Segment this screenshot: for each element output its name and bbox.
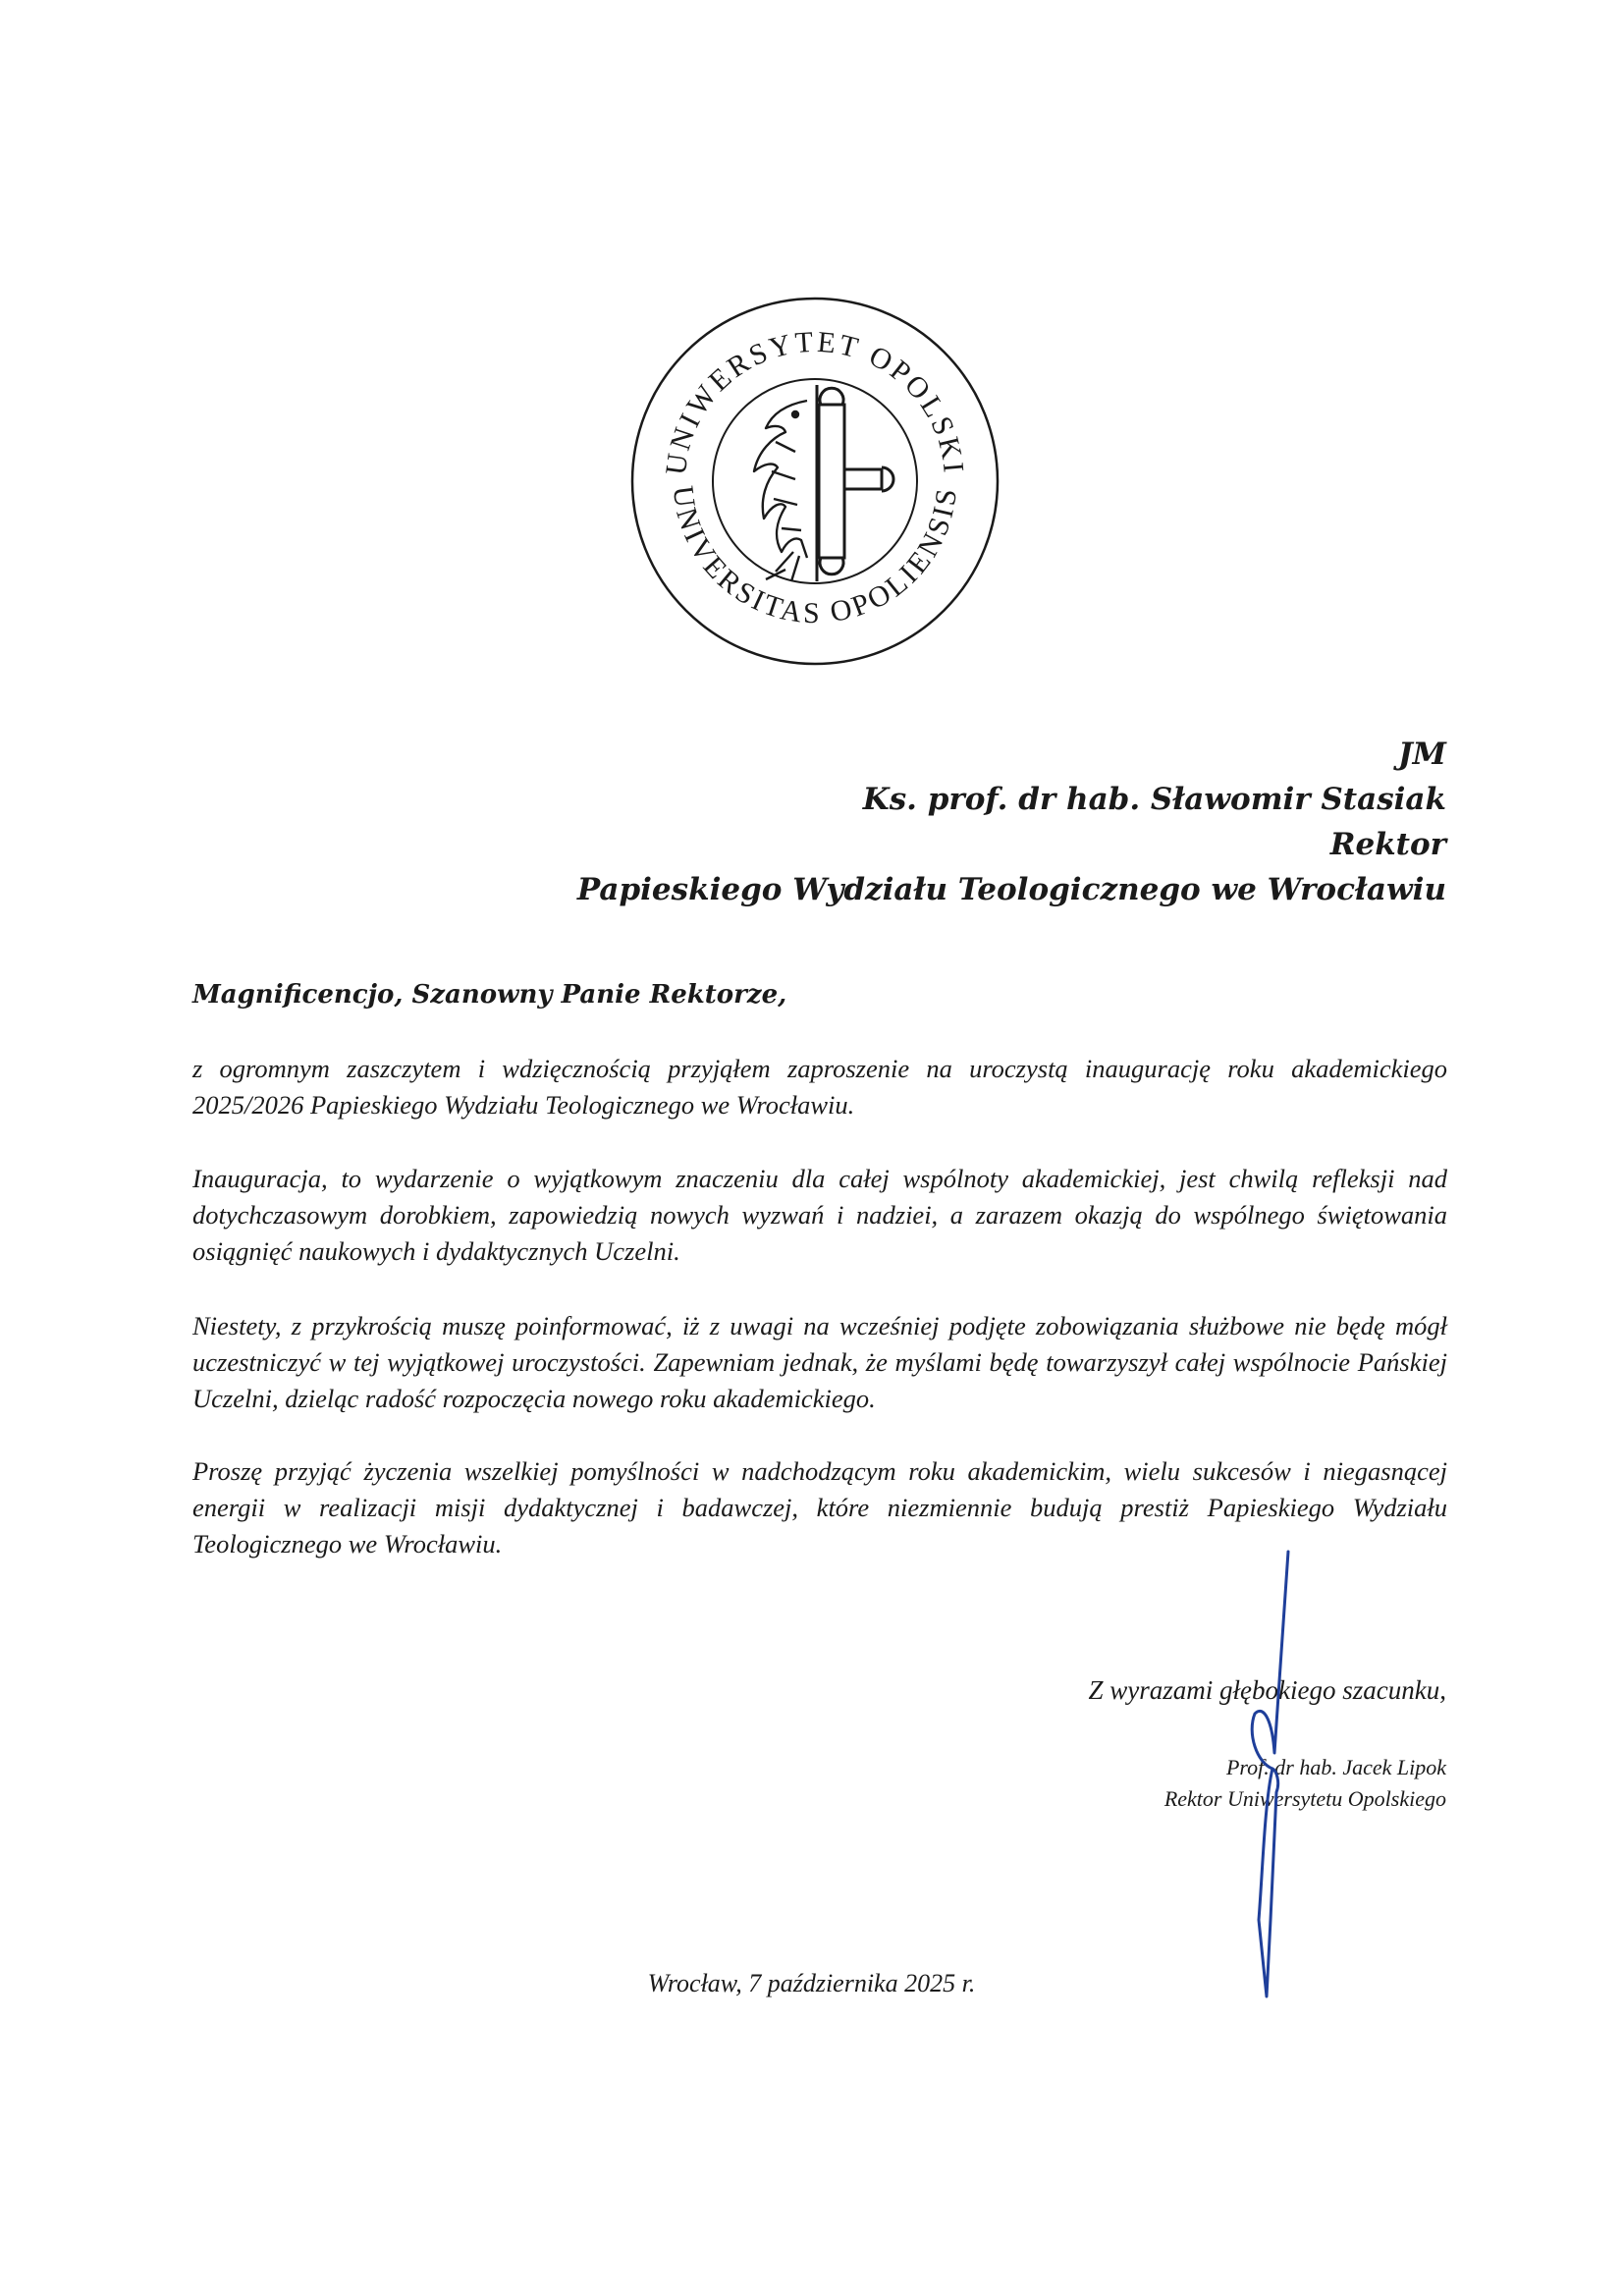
svg-text:UNIWERSYTET OPOLSKI: UNIWERSYTET OPOLSKI: [659, 325, 970, 477]
body-paragraph: z ogromnym zaszczytem i wdzięcznością przyjąłem zaproszenie na uroczystą inaugurację roku akademickiego 2025/2026 Papieskiego Wydziału Teologicznego we Wrocławiu.: [192, 1054, 1447, 1120]
addressee-block: [464, 732, 1446, 912]
addressee-name: Ks. prof. dr hab. Sławomir Stasiak: [862, 782, 1446, 817]
addressee-honorific: JM: [1398, 737, 1446, 772]
date-line: Wrocław, 7 października 2025 r.: [647, 1969, 976, 1997]
addressee-role: Rektor: [1329, 827, 1446, 862]
handwritten-signature: [1217, 1547, 1306, 2008]
body-paragraph: Proszę przyjąć życzenia wszelkiej pomyślności w nadchodzącym roku akademickim, wielu sukcesów i niegasnącej energii w realizacji misji dydaktycznej i badawczej, które niezmiennie budują prestiż Papieskiego Wydziału Teologicznego we Wrocławiu.: [192, 1456, 1447, 1558]
signatory-title: Rektor Uniwersytetu Opolskiego: [1163, 1786, 1446, 1811]
university-seal-logo: [628, 295, 1001, 668]
salutation: Magnificencjo, Szanowny Panie Rektorze,: [192, 980, 787, 1010]
addressee-institution: Papieskiego Wydziału Teologicznego we Wrocławiu: [576, 872, 1446, 907]
body-paragraph: Inauguracja, to wydarzenie o wyjątkowym znaczeniu dla całej wspólnoty akademickiej, jest chwilą refleksji nad dotychczasowym dorobkiem, zapowiedzią nowych wyzwań i nadziei, a zarazem okazją do wspólnego świętowania osiągnięć naukowych i dydaktycznych Uczelni.: [192, 1164, 1447, 1266]
svg-text:UNIVERSITAS OPOLIENSIS: UNIVERSITAS OPOLIENSIS: [666, 483, 964, 630]
body-paragraph: Niestety, z przykrością muszę poinformować, iż z uwagi na wcześniej podjęte zobowiązania służbowe nie będę mógł uczestniczyć w tej wyjątkowej uroczystości. Zapewniam jednak, że myślami będę towarzyszył całej wspólnocie Pańskiej Uczelni, dzieląc radość rozpoczęcia nowego roku akademickiego.: [192, 1311, 1447, 1413]
closing-phrase: Z wyrazami głębokiego szacunku,: [1088, 1675, 1446, 1705]
signatory-name: Prof. dr hab. Jacek Lipok: [1225, 1755, 1446, 1779]
